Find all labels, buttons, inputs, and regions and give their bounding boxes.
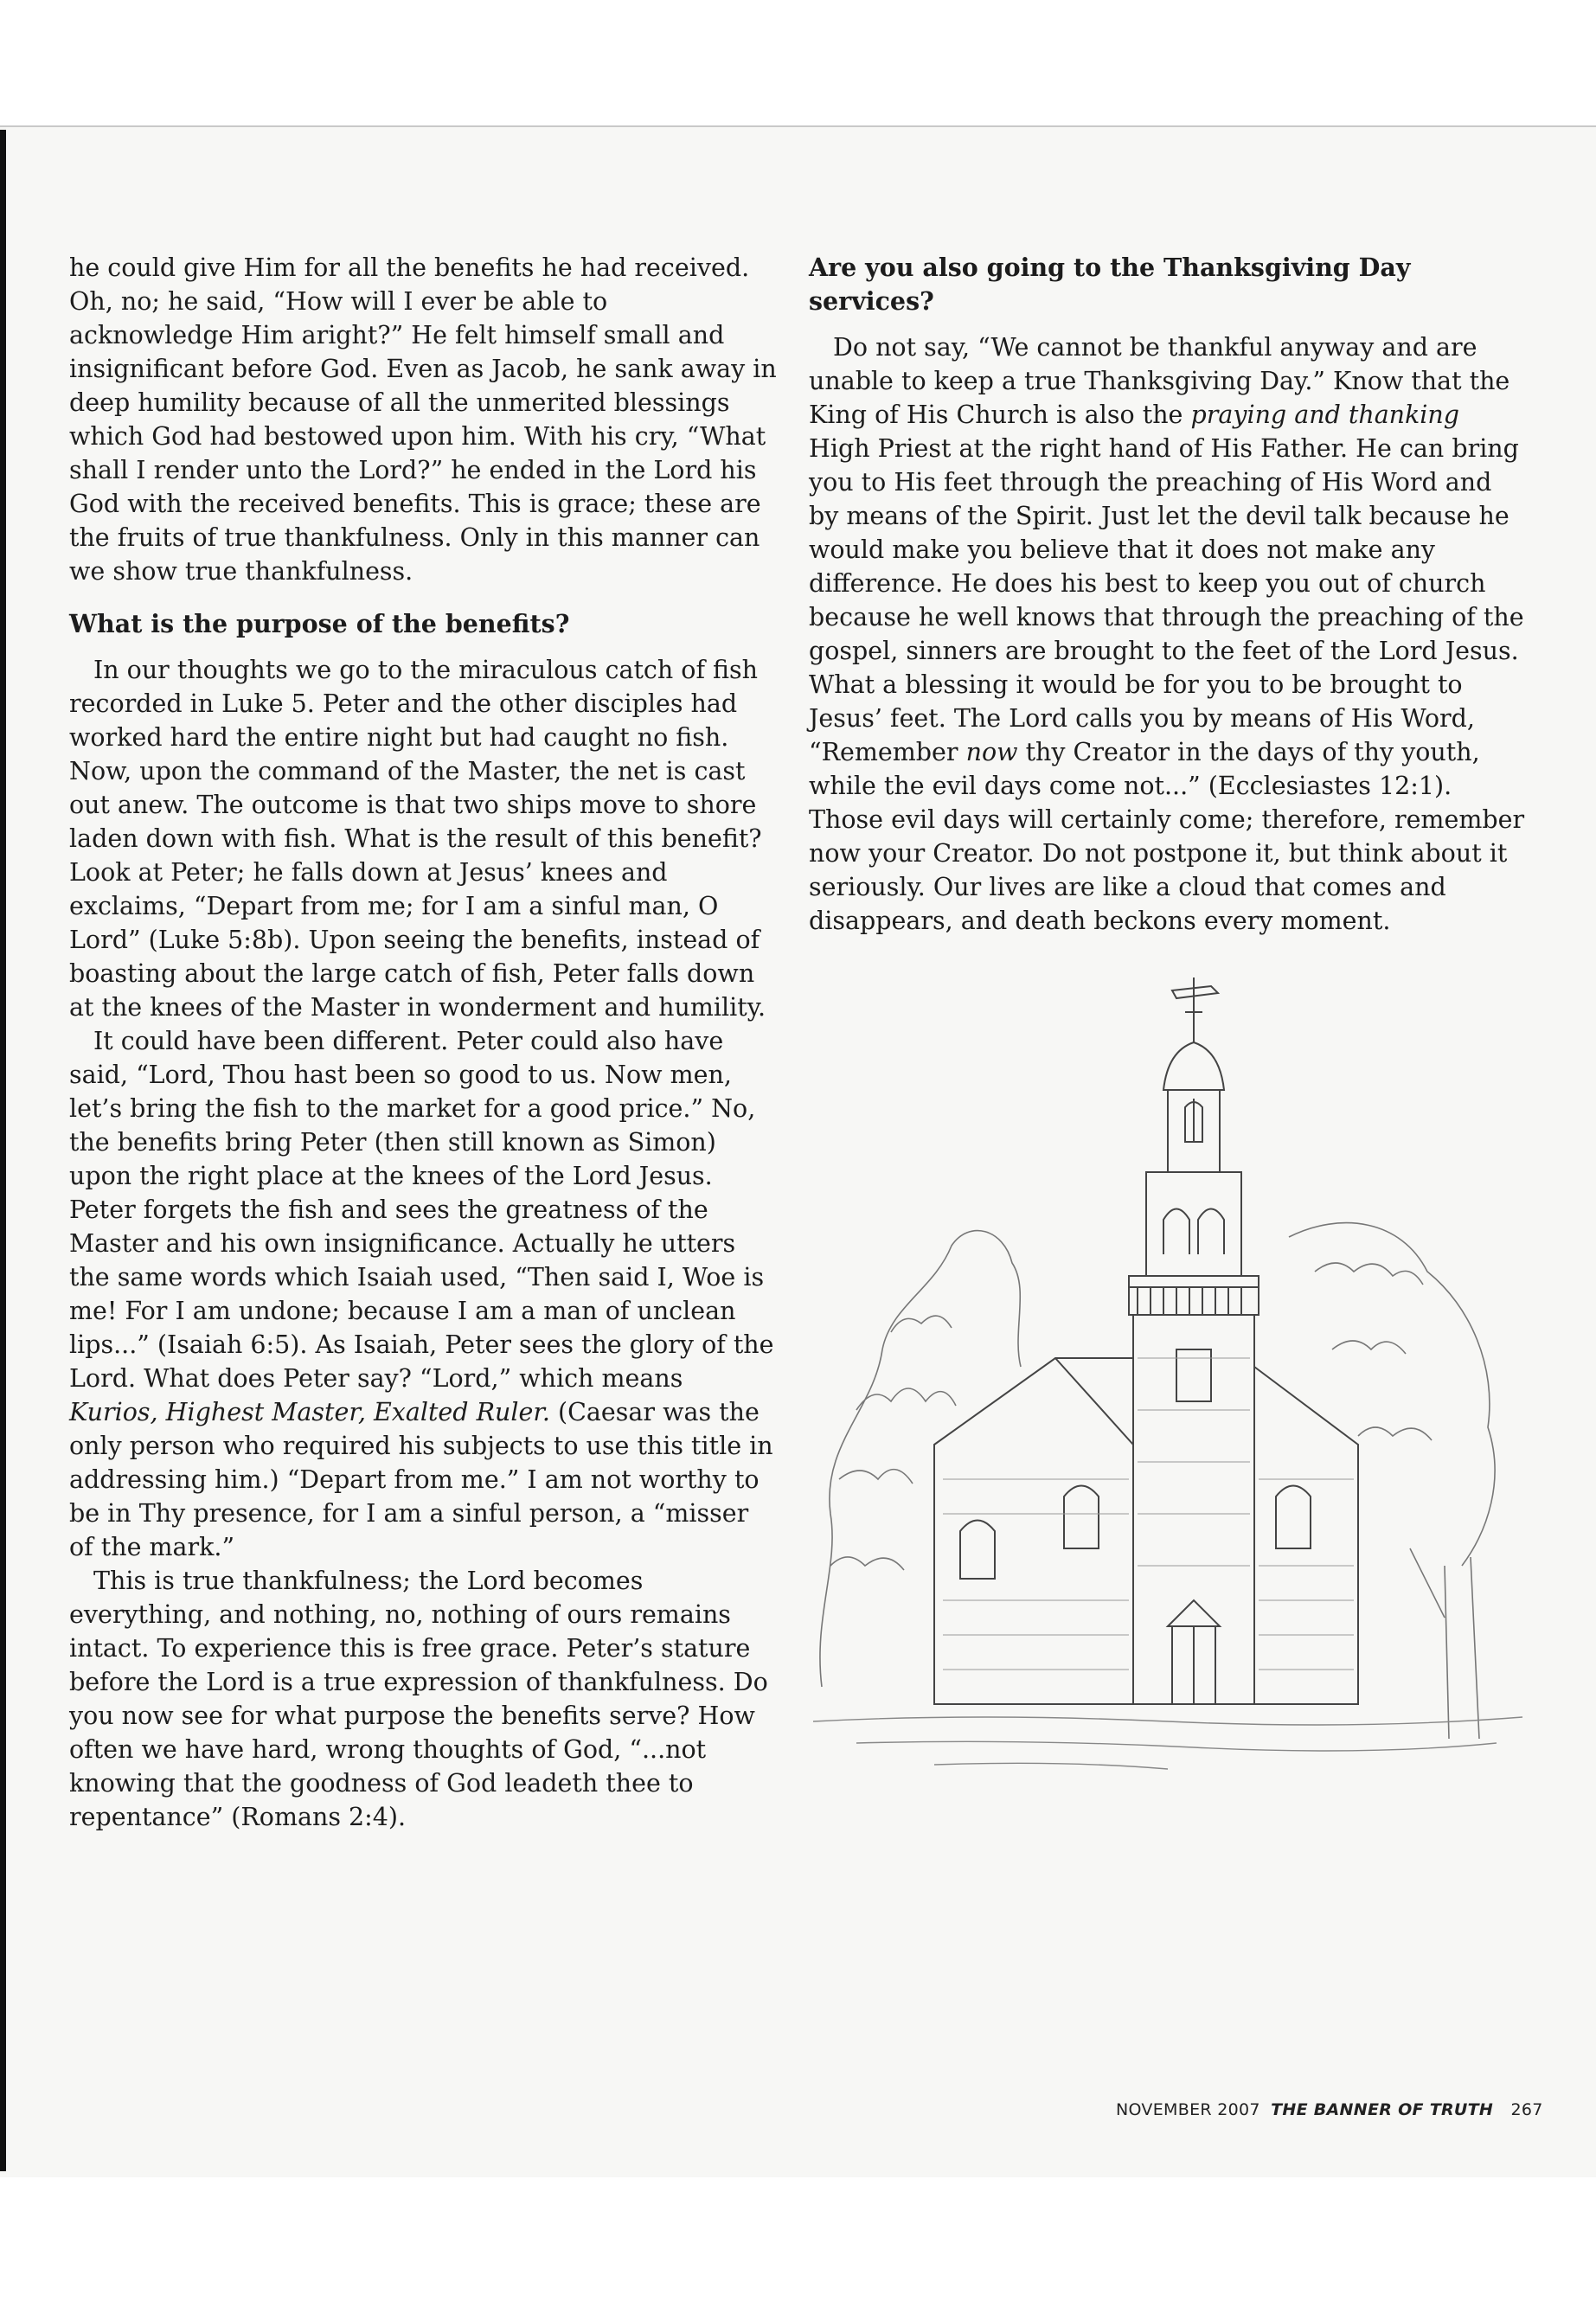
tower [1129,1172,1259,1704]
paragraph-text: Do not say, “We cannot be thankful anyway and are unable to keep a true Thanksgiving Day.” Know that the King of His Church is also the [809,333,1510,429]
publication-name: THE BANNER OF TRUTH [1271,2100,1494,2119]
church-nave [934,1349,1358,1704]
paragraph [69,1024,779,1564]
section-heading: What is the purpose of the benefits? [69,609,570,638]
paragraph-text: (Caesar was the only person who required his subjects to use this title in addressing him.) “Depart from me.” I am not worthy to be in Thy presence, for I am a sinful person, a “misser of the mark.” [69,1398,773,1561]
paragraph-text: thy Creator in the days of thy youth, while the evil days come not...” (Ecclesiastes 12:1). Those evil days will certainly come; therefore, remember now your Creator. Do not postpone it, but think about it seriously. Our lives are like a cloud that comes and disappears, and death beckons every moment. [809,738,1525,935]
tree-left [820,1231,1021,1687]
paragraph [809,330,1527,938]
left-column [69,251,779,1834]
wall-hatching [943,1358,1354,1670]
paragraph: This is true thankfulness; the Lord becomes everything, and nothing, no, nothing of ours remains intact. To experience this is free grace. Peter’s stature before the Lord is a true expression of thankfulness. Do you now see for what purpose the benefits serve? How often we have hard, wrong thoughts of God, “...not knowing that the goodness of God leadeth thee to repentance” (Romans 2:4). [69,1567,768,1831]
emphasis-text: now [965,738,1018,766]
tree-right [1289,1223,1495,1739]
church-illustration [804,960,1531,1825]
section-heading: Are you also going to the Thanksgiving Day services? [809,253,1411,316]
paragraph-text: High Priest at the right hand of His Father. He can bring you to His feet through the preaching of His Word and by means of the Spirit. Just let the devil talk because he would make you believe that it does not make any difference. He does his best to keep you out of church because he well knows that through the preaching of the gospel, sinners are brought to the feet of the Lord Jesus. What a blessing it would be for you to be brought to Jesus’ feet. The Lord calls you by means of His Word, “Remember [809,434,1524,766]
scan-edge [0,130,6,2171]
page-number: 267 [1510,2100,1543,2119]
emphasis-text: praying and thanking [1190,401,1460,429]
weathervane [1172,977,1218,1042]
paragraph: In our thoughts we go to the miraculous catch of fish recorded in Luke 5. Peter and the other disciples had worked hard the entire night but had caught no fish. Now, upon the command of the Master, the net is cast out anew. The outcome is that two ships move to shore laden down with fish. What is the result of this benefit? Look at Peter; he falls down at Jesus’ knees and exclaims, “Depart from me; for I am a sinful man, O Lord” (Luke 5:8b). Upon seeing the benefits, instead of boasting about the large catch of fish, Peter falls down at the knees of the Master in wonderment and humility. [69,656,766,1022]
cupola [1163,1042,1224,1172]
paragraph-text: It could have been different. Peter could also have said, “Lord, Thou hast been so good to us. Now men, let’s bring the fish to the market for a good price.” No, the benefits bring Peter (then still known as Simon) upon the right place at the knees of the Lord Jesus. Peter forgets the fish and sees the greatness of the Master and his own insignificance. Actually he utters the same words which Isaiah used, “Then said I, Woe is me! For I am undone; because I am a man of unclean lips...” (Isaiah 6:5). As Isaiah, Peter sees the glory of the Lord. What does Peter say? “Lord,” which means [69,1027,774,1393]
ground-lines [813,1717,1522,1769]
right-column [809,251,1527,938]
paragraph: he could give Him for all the benefits he had received. Oh, no; he said, “How will I ever be able to acknowledge Him aright?” He felt himself small and insignificant before God. Even as Jacob, he sank away in deep humility because of all the unmerited blessings which God had bestowed upon him. With his cry, “What shall I render unto the Lord?” he ended in the Lord his God with the received benefits. This is grace; these are the fruits of true thankfulness. Only in this manner can we show true thankfulness. [69,253,777,586]
emphasis-text: Kurios, Highest Master, Exalted Ruler. [69,1398,550,1426]
page-footer [1116,2100,1543,2119]
issue-date: NOVEMBER 2007 [1116,2100,1260,2119]
